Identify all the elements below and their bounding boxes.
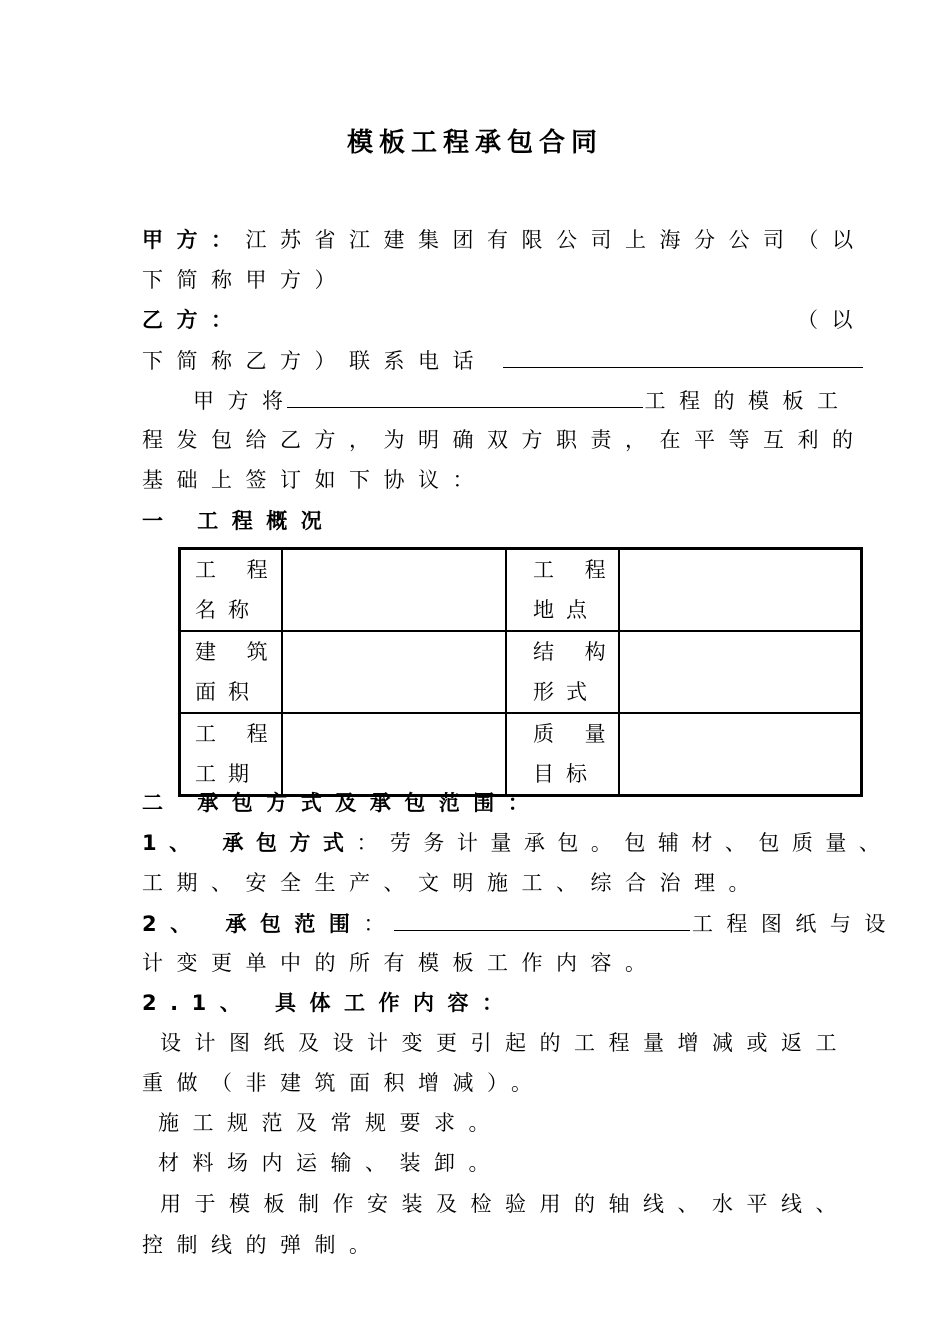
label-line: 结 构 bbox=[533, 640, 618, 664]
party-b-label: 乙方： bbox=[142, 308, 246, 332]
intro-line-2: 程发包给乙方，为明确双方职责，在平等互利的 bbox=[142, 428, 867, 452]
label-line: 建 筑 bbox=[195, 640, 280, 664]
item-2-line bbox=[142, 908, 899, 938]
intro-line-3: 基础上签订如下协议： bbox=[142, 468, 487, 492]
scope-blank[interactable] bbox=[394, 908, 690, 931]
label-cell bbox=[506, 549, 619, 632]
party-a-cont: 下简称甲方） bbox=[142, 268, 349, 292]
intro-line-1 bbox=[193, 385, 873, 415]
intro-prefix: 甲方将 bbox=[193, 389, 297, 413]
label-line: 工 程 bbox=[533, 558, 618, 582]
work-item-4: 用于模板制作安装及检验用的轴线、水平线、 bbox=[160, 1192, 850, 1216]
party-b-line bbox=[142, 305, 866, 335]
party-b-cont-line bbox=[142, 345, 866, 375]
label-line: 工 程 bbox=[195, 558, 280, 582]
label-cell bbox=[180, 631, 283, 713]
label-cell bbox=[506, 713, 619, 796]
item-1-label: 1、 承包方式 bbox=[142, 831, 357, 855]
label-line: 工期 bbox=[195, 762, 261, 786]
item-1-line-2: 工期、安全生产、文明施工、综合治理。 bbox=[142, 871, 763, 895]
party-a-label: 甲方： bbox=[142, 228, 246, 252]
label-cell bbox=[180, 713, 283, 796]
structure-type-cell[interactable] bbox=[619, 631, 862, 713]
construction-period-cell[interactable] bbox=[282, 713, 506, 796]
label-line: 面积 bbox=[195, 680, 261, 704]
item-2-line-2: 计变更单中的所有模板工作内容。 bbox=[142, 951, 660, 975]
label-cell bbox=[506, 631, 619, 713]
project-overview-table bbox=[178, 547, 863, 797]
party-a-name: 江苏省江建集团有限公司上海分公司（以 bbox=[245, 228, 867, 252]
work-item-4-cont: 控制线的弹制。 bbox=[142, 1233, 384, 1257]
work-item-1-cont: 重做（非建筑面积增减）。 bbox=[142, 1071, 546, 1095]
table-row bbox=[180, 713, 862, 796]
item-1-text: ：劳务计量承包。包辅材、包质量、 bbox=[356, 831, 893, 855]
project-name-blank[interactable] bbox=[287, 385, 643, 408]
quality-target-cell[interactable] bbox=[619, 713, 862, 796]
item-2-suffix: 工程图纸与设 bbox=[691, 912, 899, 936]
item-2-label: 2、 承包范围 bbox=[142, 912, 364, 936]
section-2-heading: 二 承包方式及承包范围： bbox=[142, 791, 543, 815]
work-item-1: 设计图纸及设计变更引起的工程量增减或返工 bbox=[160, 1031, 850, 1055]
work-item-2: 施工规范及常规要求。 bbox=[158, 1111, 503, 1135]
item-2-1-heading: 2.1、 具体工作内容： bbox=[142, 991, 517, 1015]
party-b-tail: （以 bbox=[797, 308, 866, 332]
document-title: 模板工程承包合同 bbox=[346, 128, 603, 158]
item-1-line bbox=[142, 828, 893, 858]
party-a-line bbox=[142, 225, 866, 255]
label-line: 名称 bbox=[195, 598, 261, 622]
work-item-3: 材料场内运输、装卸。 bbox=[158, 1151, 503, 1175]
label-cell bbox=[180, 549, 283, 632]
intro-suffix: 工程的模板工 bbox=[644, 389, 852, 413]
label-line: 地点 bbox=[533, 598, 599, 622]
label-line: 形式 bbox=[533, 680, 599, 704]
label-line: 工 程 bbox=[195, 722, 280, 746]
item-2-colon: ： bbox=[363, 912, 398, 936]
building-area-cell[interactable] bbox=[282, 631, 506, 713]
phone-blank[interactable] bbox=[503, 345, 863, 368]
table-row bbox=[180, 631, 862, 713]
label-line: 目标 bbox=[533, 762, 599, 786]
table-row bbox=[180, 549, 862, 632]
party-b-cont: 下简称乙方）联系电话 bbox=[142, 349, 487, 373]
project-location-cell[interactable] bbox=[619, 549, 862, 632]
section-1-heading: 一 工程概况 bbox=[142, 509, 336, 533]
project-name-cell[interactable] bbox=[282, 549, 506, 632]
label-line: 质 量 bbox=[533, 722, 618, 746]
